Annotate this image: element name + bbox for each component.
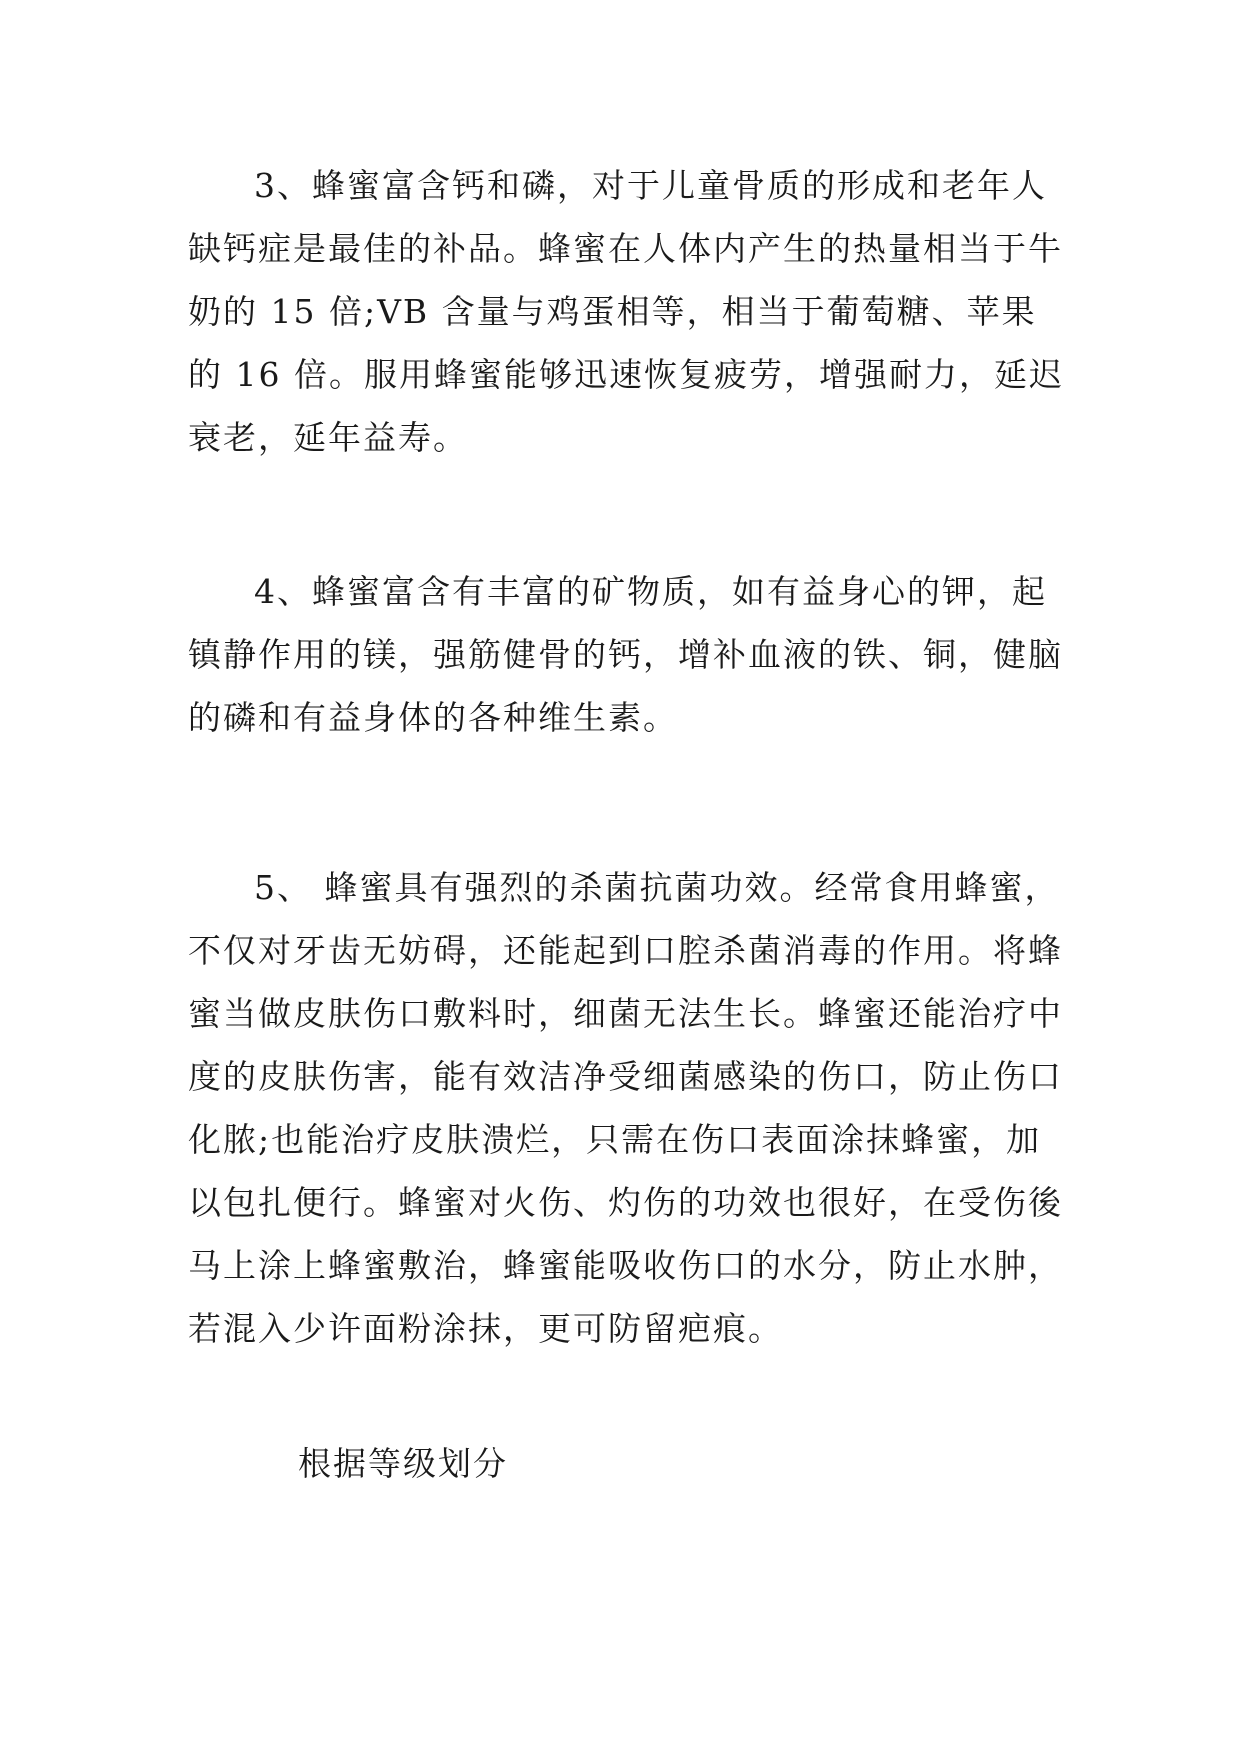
paragraph-antibacterial: 5、 蜂蜜具有强烈的杀菌抗菌功效。经常食用蜂蜜，不仅对牙齿无妨碍，还能起到口腔杀菌消毒的作用。将蜂蜜当做皮肤伤口敷料时，细菌无法生长。蜂蜜还能治疗中度的皮肤伤害，能有效洁净受细菌感染的伤口，防止伤口化脓;也能治疗皮肤溃烂，只需在伤口表面涂抹蜂蜜，加以包扎便行。蜂蜜对火伤、灼伤的功效也很好，在受伤後马上涂上蜂蜜敷治，蜂蜜能吸收伤口的水分，防止水肿，若混入少许面粉涂抹，更可防留疤痕。 xyxy=(188,868,1063,1348)
paragraph-calcium-phosphorus: 3、蜂蜜富含钙和磷，对于儿童骨质的形成和老年人缺钙症是最佳的补品。蜂蜜在人体内产生的热量相当于牛奶的 15 倍;VB 含量与鸡蛋相等，相当于葡萄糖、苹果的 16 倍。服用蜂蜜能够迅速恢复疲劳，增强耐力，延迟衰老，延年益寿。 xyxy=(188,166,1064,457)
section-heading: 根据等级划分 xyxy=(298,1444,508,1483)
paragraph-minerals: 4、蜂蜜富含有丰富的矿物质，如有益身心的钾，起镇静作用的镁，强筋健骨的钙，增补血液的铁、铜，健脑的磷和有益身体的各种维生素。 xyxy=(188,572,1063,737)
